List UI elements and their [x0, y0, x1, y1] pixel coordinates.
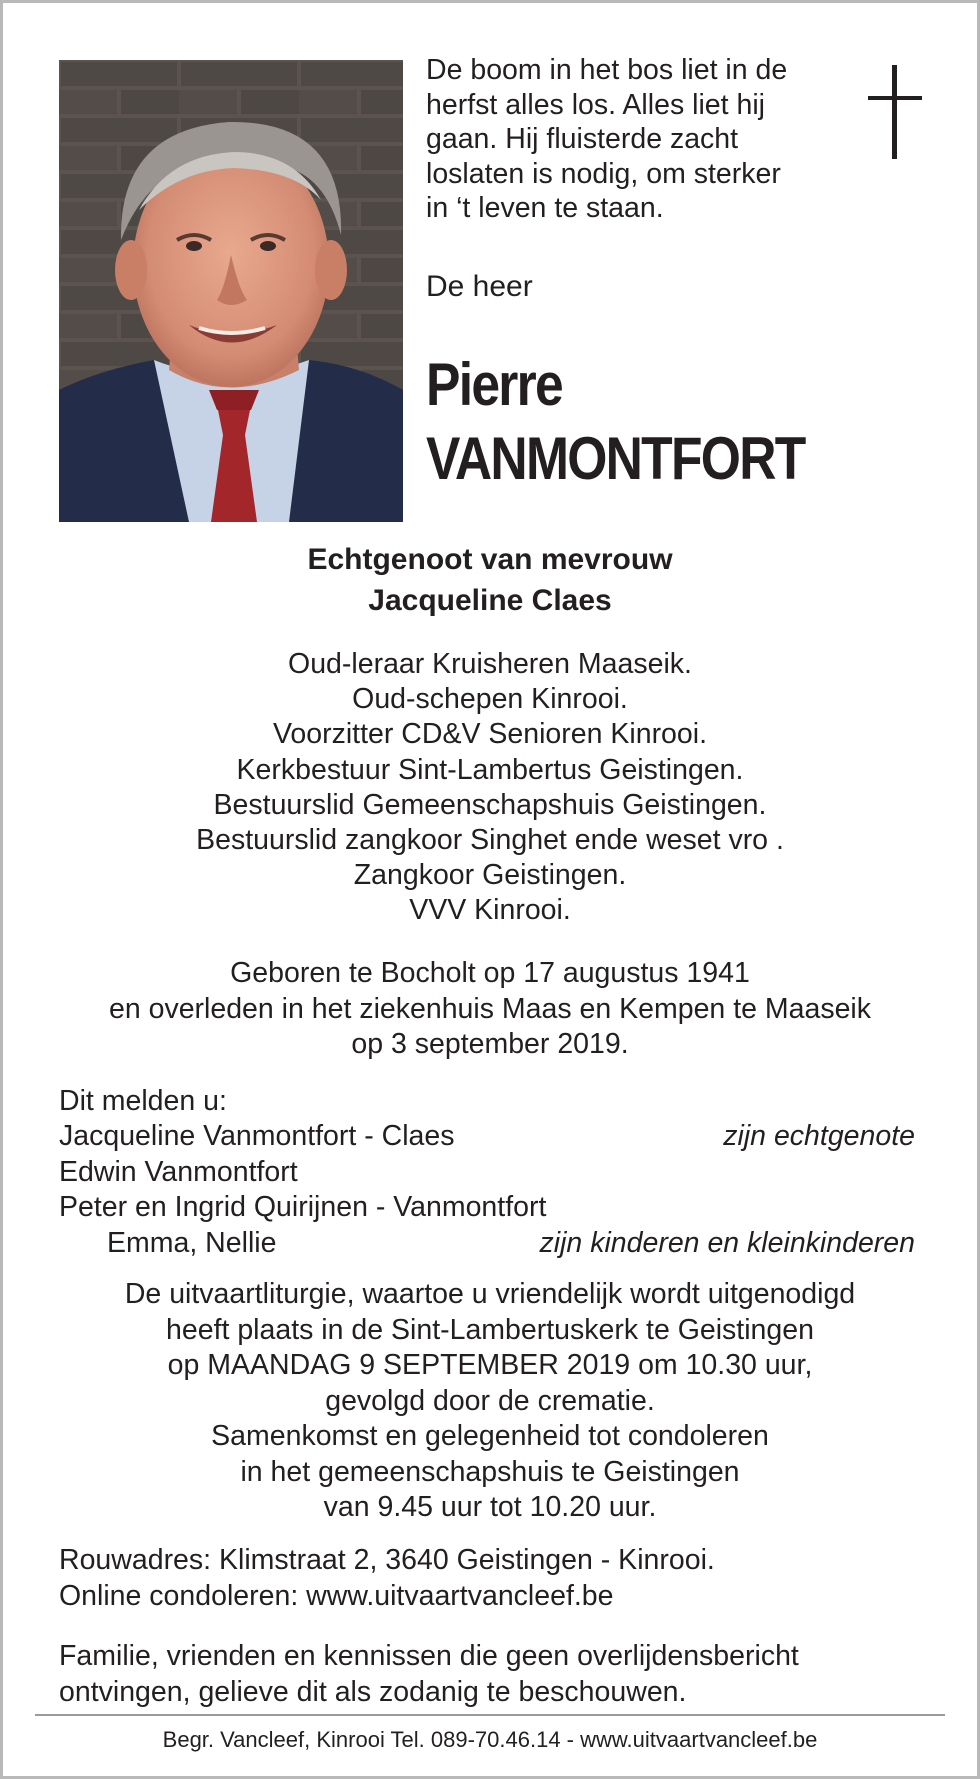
funeral-line: gevolgd door de crematie.: [325, 1384, 655, 1417]
funeral-line: op MAANDAG 9 SEPTEMBER 2019 om 10.30 uur,: [167, 1349, 813, 1381]
funeral-line: van 9.45 uur tot 10.20 uur.: [323, 1491, 657, 1523]
family-note-line: Familie, vrienden en kennissen die geen overlijdensbericht: [59, 1640, 799, 1672]
portrait-image: [59, 60, 403, 522]
funeral-line: De uitvaartliturgie, waartoe u vriendelijk wordt uitgenodigd: [124, 1278, 856, 1310]
poem-line: herfst alles los. Alles liet hij: [426, 88, 765, 121]
family-note-line: ontvingen, gelieve dit als zodanig te beschouwen.: [59, 1675, 687, 1708]
date-line: Geboren te Bocholt op 17 augustus 1941: [230, 957, 750, 989]
roles-list: [3, 647, 977, 929]
last-name: VANMONTFORT: [426, 425, 805, 492]
poem: [426, 53, 846, 226]
poem-line: in ‘t leven te staan.: [426, 192, 664, 224]
funeral-line: heeft plaats in de Sint-Lambertuskerk te Geistingen: [166, 1313, 814, 1346]
announcement-intro: Dit melden u:: [59, 1085, 227, 1117]
first-name: Pierre: [426, 351, 563, 418]
child-name: Peter en Ingrid Quirijnen - Vanmontfort: [59, 1191, 547, 1224]
footer: Begr. Vancleef, Kinrooi Tel. 089-70.46.14 - www.uitvaartvancleef.be: [162, 1727, 818, 1752]
children-relation: zijn kinderen en kleinkinderen: [539, 1226, 915, 1259]
grandchildren-names: Emma, Nellie: [107, 1226, 277, 1259]
salutation: De heer: [426, 270, 533, 303]
spouse-name: Jacqueline Claes: [368, 584, 612, 617]
poem-line: loslaten is nodig, om sterker: [426, 157, 781, 190]
role-item: Bestuurslid zangkoor Singhet ende weset vro .: [196, 824, 784, 857]
portrait-photo: [59, 60, 403, 522]
role-item: Oud-leraar Kruisheren Maaseik.: [288, 648, 692, 680]
role-item: Zangkoor Geistingen.: [353, 859, 627, 892]
spouse-block: [3, 539, 977, 621]
role-item: Bestuurslid Gemeenschapshuis Geistingen.: [213, 788, 767, 821]
announcement-row: [59, 1226, 917, 1261]
funeral-line: Samenkomst en gelegenheid tot condoleren: [211, 1420, 769, 1452]
cross-icon: [865, 63, 925, 163]
date-line: en overleden in het ziekenhuis Maas en Kempen te Maaseik: [108, 992, 872, 1025]
child-name: Edwin Vanmontfort: [59, 1155, 298, 1188]
role-item: VVV Kinrooi.: [409, 894, 571, 927]
life-dates: [3, 956, 977, 1063]
address-block: [59, 1543, 715, 1614]
funeral-line: in het gemeenschapshuis te Geistingen: [240, 1455, 740, 1488]
spouse-family-name: Jacqueline Vanmontfort - Claes: [59, 1120, 455, 1153]
rouwadres: Rouwadres: Klimstraat 2, 3640 Geistingen - Kinrooi.: [59, 1544, 715, 1576]
funeral-details: [3, 1277, 977, 1526]
role-item: Kerkbestuur Sint-Lambertus Geistingen.: [236, 753, 744, 786]
poem-line: gaan. Hij fluisterde zacht: [426, 123, 739, 155]
role-item: Oud-schepen Kinrooi.: [352, 683, 628, 716]
poem-line: De boom in het bos liet in de: [426, 54, 788, 86]
role-item: Voorzitter CD&V Senioren Kinrooi.: [272, 718, 708, 751]
date-line: op 3 september 2019.: [351, 1028, 629, 1060]
spouse-line: Echtgenoot van mevrouw: [307, 543, 673, 576]
spouse-relation: zijn echtgenote: [723, 1120, 915, 1153]
family-note: [59, 1639, 799, 1710]
announcement-block: [59, 1084, 917, 1261]
announcement-row: [59, 1119, 917, 1154]
divider: [35, 1714, 945, 1716]
deceased-name: [426, 348, 805, 496]
online-condolence[interactable]: Online condoleren: www.uitvaartvancleef.be: [59, 1579, 614, 1612]
